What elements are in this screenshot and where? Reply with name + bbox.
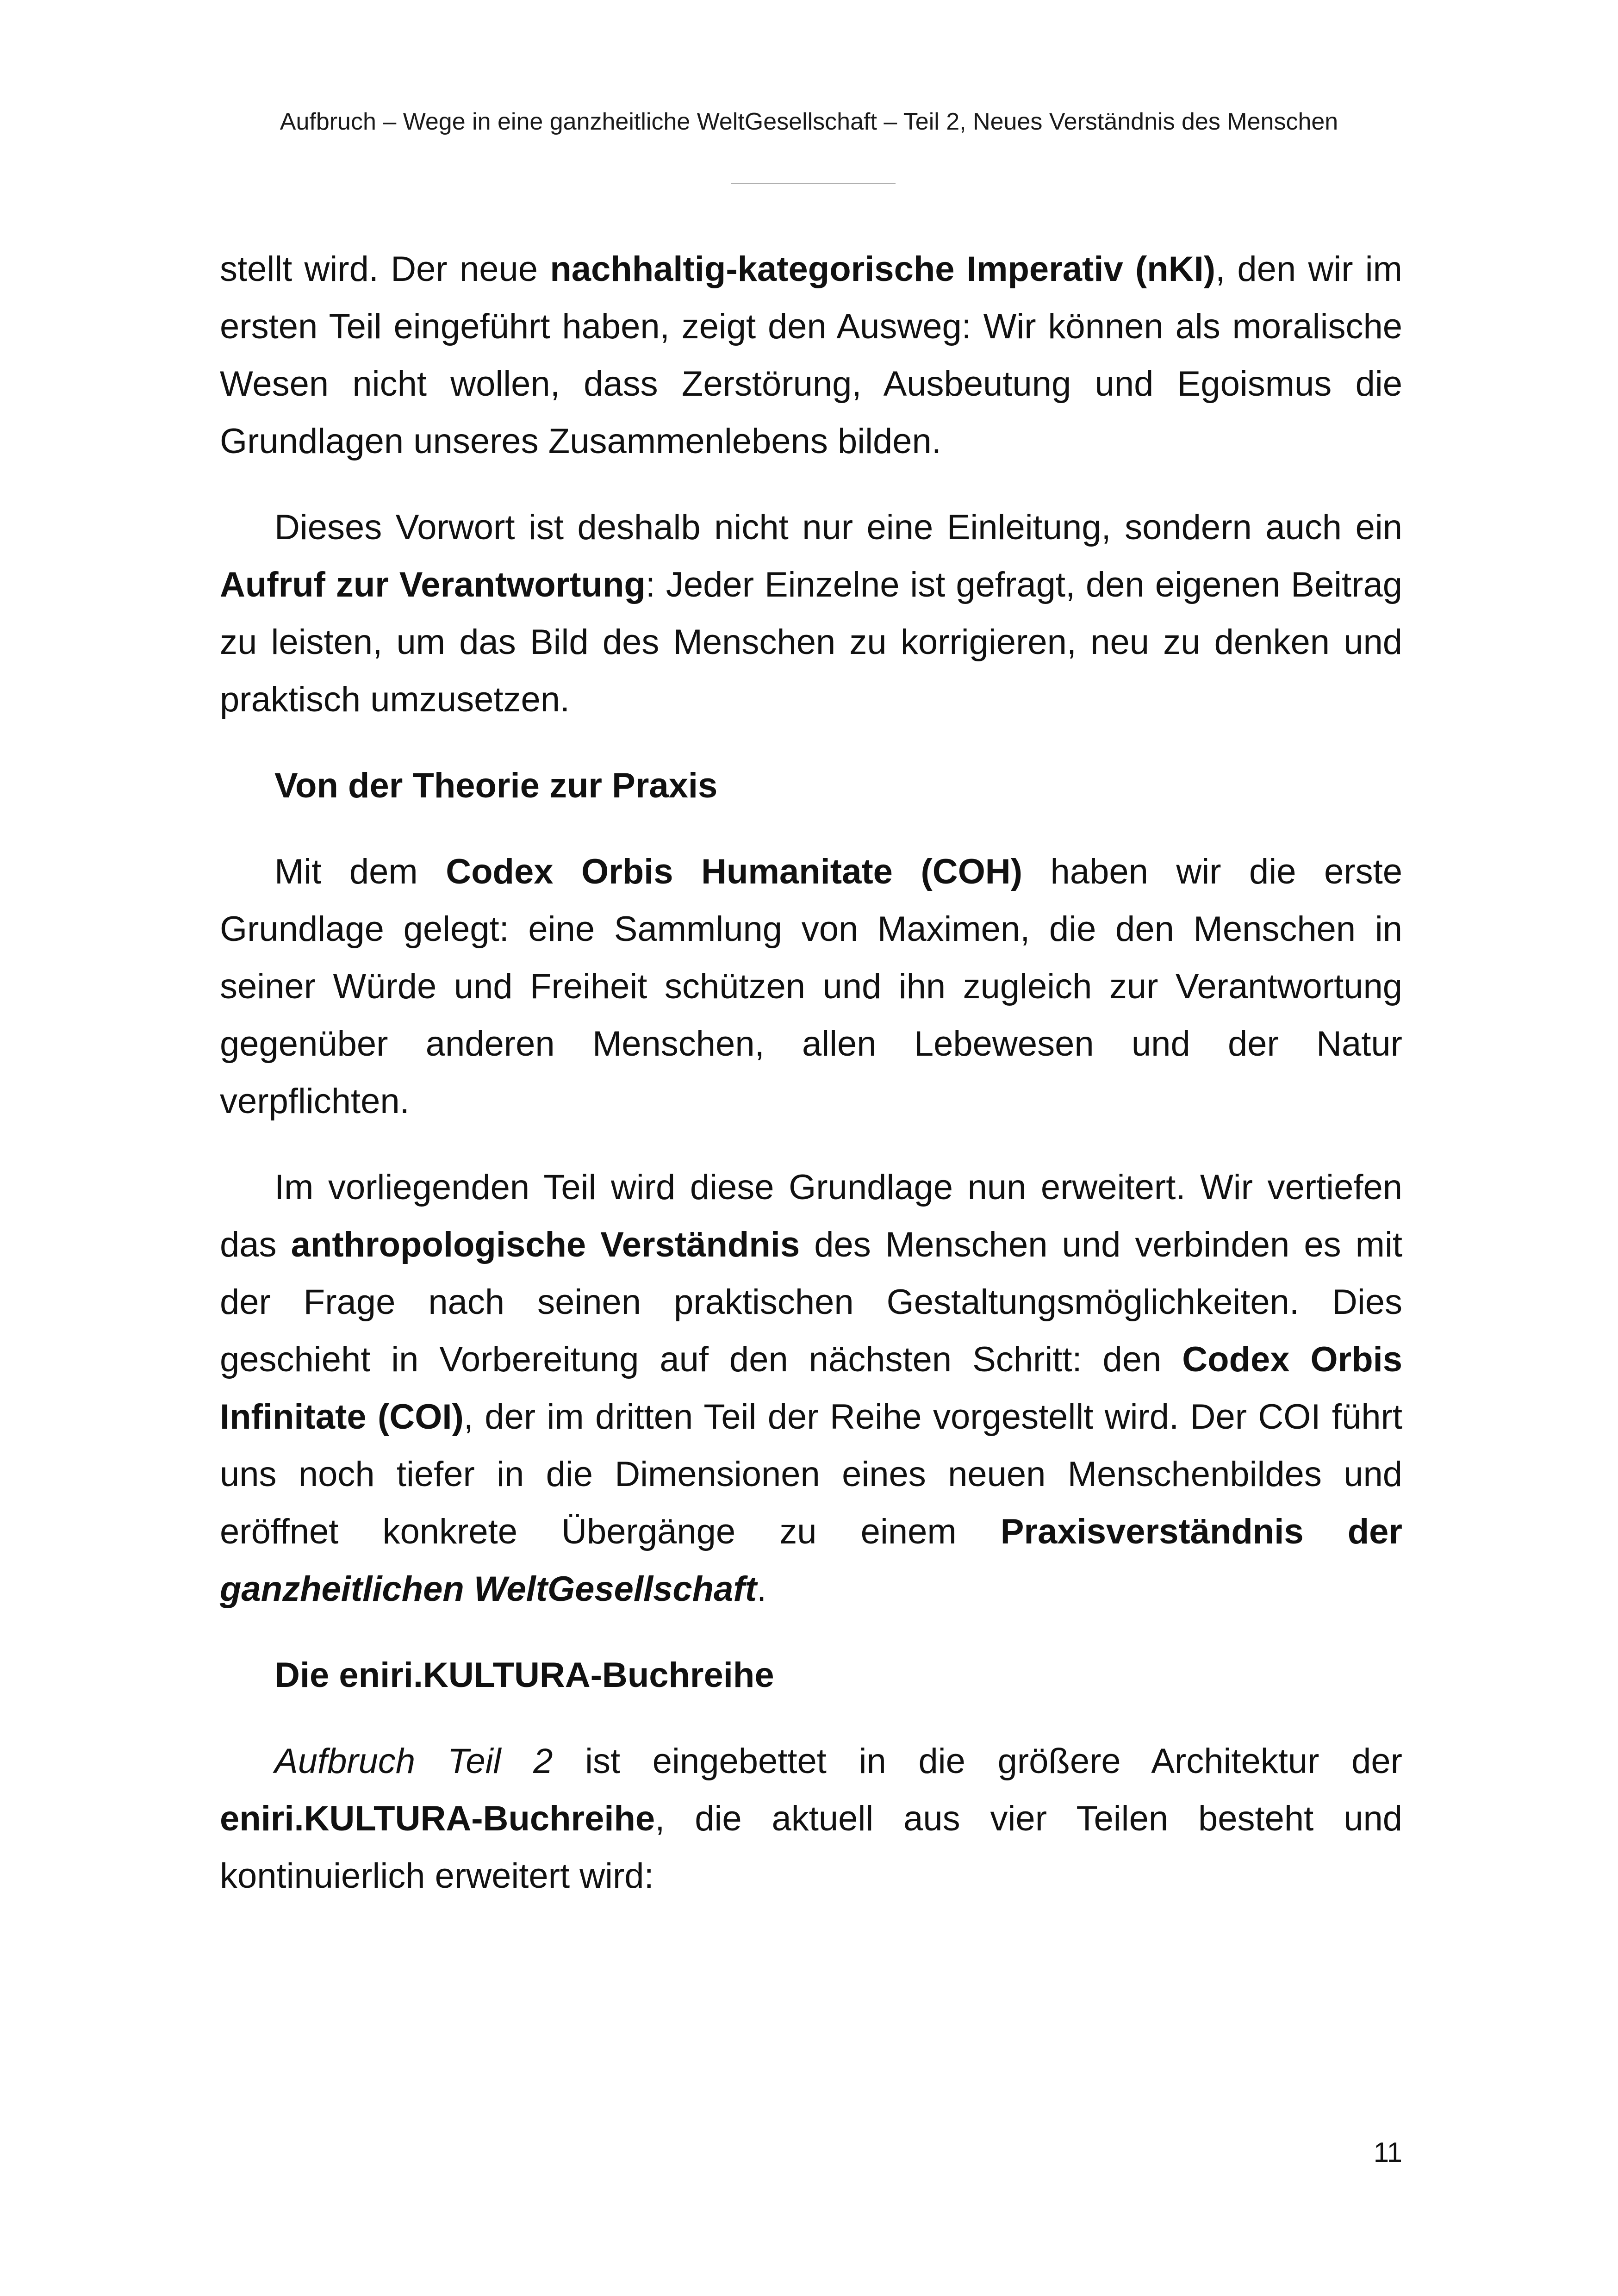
running-header: Aufbruch – Wege in eine ganzheitliche WeltGesellschaft – Teil 2, Neues Verständnis des Menschen [280,108,1338,135]
text-run: ist eingebettet in die größere Architektur der [553,1742,1402,1781]
paragraph-erweiterung [220,1159,1402,1618]
text-run: haben wir die erste Grundlage gelegt: eine Sammlung von Maximen, die den Menschen in seiner Würde und Freiheit schützen und ihn zugleich zur Verantwortung gegenüber anderen Menschen, allen Lebewesen und der Natur verpflichten. [220,852,1402,1121]
text-run: stellt wird. Der neue [220,249,550,289]
section-heading-buchreihe: Die eniri.KULTURA-Buchreihe [274,1655,774,1695]
text-run: , der im dritten Teil der Reihe vorgestellt wird. Der COI führt uns noch tiefer in die Dimensionen eines neuen Menschenbildes und eröffnet konkrete Übergänge zu einem [220,1397,1402,1551]
bold-term-coi: Codex Orbis Infinitate (COI) [220,1340,1402,1437]
bold-term-nki: nachhaltig-kategorische Imperativ (nKI) [550,249,1216,289]
text-run: . [757,1569,767,1609]
paragraph-coh [220,843,1402,1130]
bold-term-coh: Codex Orbis Humanitate (COH) [446,852,1022,891]
text-run: , die aktuell aus vier Teilen besteht und kontinuierlich erweitert wird: [220,1799,1402,1896]
paragraph-continuation [220,241,1402,470]
page-number: 11 [1373,2137,1402,2168]
text-run: , den wir im ersten Teil eingeführt haben, zeigt den Ausweg: Wir können als moralische Wesen nicht wollen, dass Zerstörung, Ausbeutung und Egoismus die Grundlagen unseres Zusammenlebens bilden. [220,249,1402,461]
bold-term-praxisverstaendnis: Praxisverständnis der [1000,1512,1402,1551]
body-text [220,241,1402,1934]
bold-term-aufruf: Aufruf zur Verantwortung [220,565,646,604]
bold-italic-term-weltgesellschaft [220,1569,757,1609]
paragraph-buchreihe [220,1733,1402,1905]
header-divider [731,183,896,184]
section-heading-theorie-praxis: Von der Theorie zur Praxis [274,766,718,805]
text-run: des Menschen und verbinden es mit der Frage nach seinen praktischen Gestaltungsmöglichkeiten. Dies geschieht in Vorbereitung auf den nächsten Schritt: den [220,1225,1402,1379]
italic-title-aufbruch: Aufbruch Teil 2 [274,1742,553,1781]
text-run: Im vorliegenden Teil wird diese Grundlage nun erweitert. Wir vertiefen das [220,1168,1402,1264]
text-run: : Jeder Einzelne ist gefragt, den eigenen Beitrag zu leisten, um das Bild des Menschen zu korrigieren, neu zu denken und praktisch umzusetzen. [220,565,1402,719]
paragraph-vorwort [220,499,1402,728]
bold-term-buchreihe: eniri.KULTURA-Buchreihe [220,1799,655,1838]
bold-term-anthropologie: anthropologische Verständnis [291,1225,800,1264]
italic-run: ganzheitlichen WeltGesellschaft [220,1569,757,1609]
text-run: Dieses Vorwort ist deshalb nicht nur eine Einleitung, sondern auch ein [274,508,1402,547]
text-run: Mit dem [274,852,446,891]
